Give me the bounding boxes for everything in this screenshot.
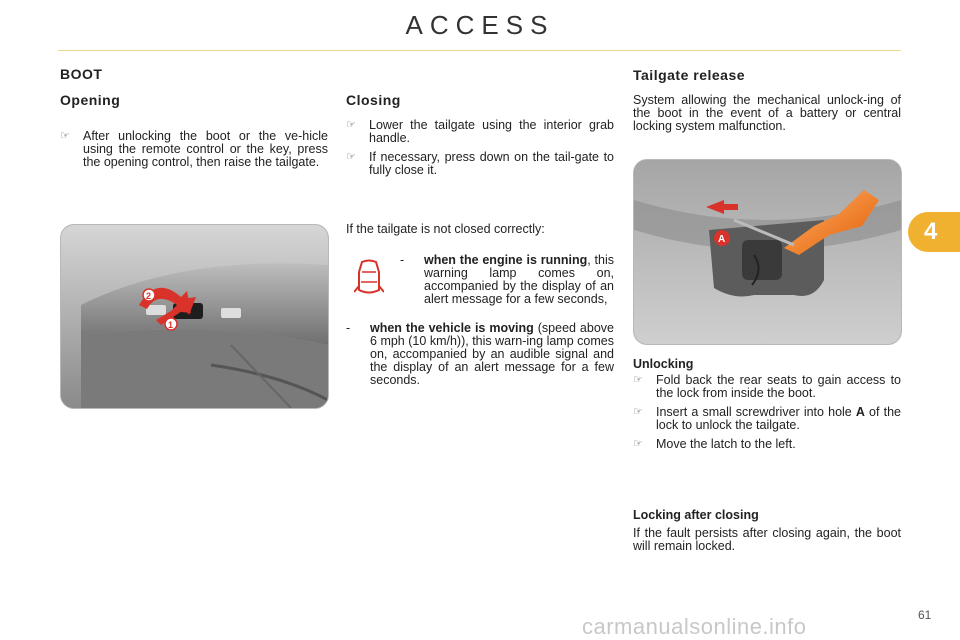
label-1: 1 [168,320,174,330]
unlocking-bullet: ☞ Insert a small screwdriver into hole A of the lock to unlock the tailgate. [633,405,901,432]
tailgate-release-heading: Tailgate release [633,67,746,83]
section-heading-boot: BOOT [60,66,103,82]
engine-running-label: when the engine is running [424,253,588,267]
boot-illustration-svg [61,225,328,408]
vehicle-moving-item: - when the vehicle is moving (speed above 6 mph (10 km/h)), this warn-ing lamp comes on, accompanied by an audible signal and the display of an alert message for a few seconds. [346,321,614,387]
closing-list [346,119,614,183]
finger-pointing-icon: ☞ [633,374,643,386]
page-title: ACCESS [405,10,555,40]
locking-after-closing-text: If the fault persists after closing again, the boot will remain locked. [633,526,901,553]
boot-opening-illustration [60,224,329,409]
closing-bullet: ☞ If necessary, press down on the tail-gate to fully close it. [346,150,614,177]
tailgate-lock-illustration [633,159,902,345]
opening-bullet: ☞ After unlocking the boot or the ve-hicle using the remote control or the key, press the opening control, then raise the tailgate. [60,129,328,169]
engine-running-item: - when the engine is running, this warning lamp comes on, accompanied by the display of an alert message for a few seconds, [400,253,615,306]
finger-pointing-icon: ☞ [633,438,643,450]
header-divider [58,50,901,51]
finger-pointing-icon: ☞ [633,406,643,418]
closing-bullet: ☞ Lower the tailgate using the interior grab handle. [346,118,614,145]
watermark: carmanualsonline.info [582,614,807,639]
vehicle-moving-label: when the vehicle is moving [370,321,534,335]
unlocking-bullet: ☞ Move the latch to the left. [633,437,796,451]
page-number: 61 [918,608,932,622]
finger-pointing-icon: ☞ [346,151,356,163]
label-a: A [718,234,726,245]
closing-heading: Closing [346,92,401,108]
tailgate-release-intro: System allowing the mechanical unlock-ing of the boot in the event of a battery or central locking system malfunction. [633,93,901,133]
label-2: 2 [146,291,152,301]
opening-list [60,130,328,175]
lock-illustration-svg [634,160,901,344]
finger-pointing-icon: ☞ [60,130,70,142]
chapter-tab [908,212,960,252]
unlocking-list [633,374,901,457]
not-closed-intro: If the tailgate is not closed correctly: [346,222,545,236]
opening-heading: Opening [60,92,121,108]
finger-pointing-icon: ☞ [346,119,356,131]
locking-after-closing-heading: Locking after closing [633,508,759,522]
unlocking-bullet: ☞ Fold back the rear seats to gain access to the lock from inside the boot. [633,373,901,400]
open-door-warning-icon [354,258,384,298]
unlocking-heading: Unlocking [633,357,694,371]
chapter-number: 4 [924,218,938,245]
